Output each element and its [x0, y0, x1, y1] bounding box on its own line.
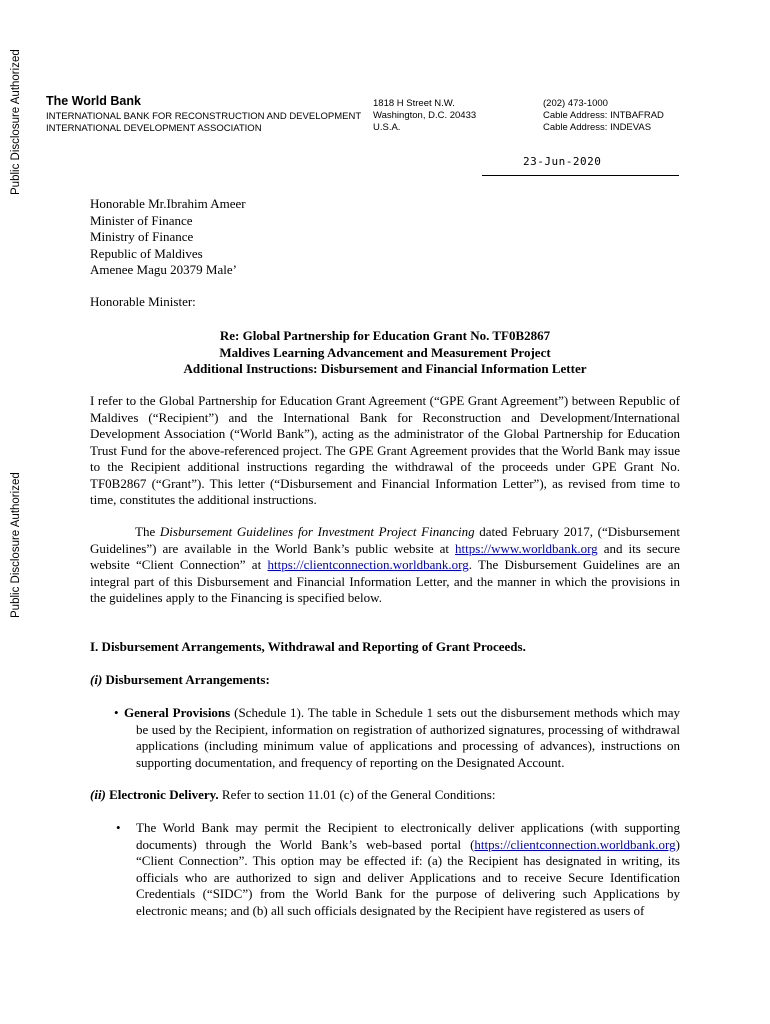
subsection-ii-number: (ii): [90, 787, 106, 802]
recipient-name: Honorable Mr.Ibrahim Ameer: [90, 196, 246, 211]
org-name: The World Bank: [46, 94, 141, 108]
letterhead-org: [46, 93, 361, 135]
letterhead-address: [373, 98, 476, 134]
cable-address-2: Cable Address: INDEVAS: [543, 122, 652, 133]
guidelines-text-2: dated February 2017, (“Disbursement Guidelines”) are available in the World Bank’s public website at: [90, 524, 680, 556]
intro-paragraph: I refer to the Global Partnership for Education Grant Agreement (“GPE Grant Agreement”) between Republic of Maldives (“Recipient”) and the International Bank for Reconstruction and Development/International Development Association (“World Bank”), acting as the administrator of the Global Partnership for Education Trust Fund for the above-referenced project. The GPE Grant Agreement provides that the World Bank may issue to the Recipient additional instructions regarding the withdrawal of the proceeds under GPE Grant No. TF0B2867 (“Grant”). This letter (“Disbursement and Financial Information Letter”), as revised from time to time, constitutes the additional instructions.: [90, 393, 680, 507]
recipient-address: [90, 196, 680, 279]
org-line-ibrd: INTERNATIONAL BANK FOR RECONSTRUCTION AND DEVELOPMENT: [46, 111, 362, 122]
electronic-delivery-text-2: ) “Client Connection”. This option may be effected if: (a) the Recipient has designated in writing, its officials who are authorized to sign and deliver Applications and to receive Secure Identification Credentials (“SIDC”) from the World Bank for the purpose of delivering such Applications by electronic means; and (b) all such officials designated by the Recipient have registered as users of: [136, 836, 680, 918]
recipient-title: Minister of Finance: [90, 212, 193, 228]
subsection-ii-title: Electronic Delivery.: [105, 787, 219, 802]
subsection-i-heading: [90, 672, 680, 689]
guidelines-text-1: The: [135, 524, 160, 539]
guidelines-paragraph: [90, 524, 680, 607]
subject-block: [90, 328, 680, 378]
guidelines-text-4: . The Disbursement Guidelines are an integral part of this Disbursement and Financial Information Letter, and the manner in which the provisions in the guidelines apply to the Financing is specified below.: [90, 557, 680, 605]
client-connection-link[interactable]: https://clientconnection.worldbank.org: [267, 557, 469, 572]
electronic-delivery-item: [116, 820, 680, 919]
subject-instructions: Additional Instructions: Disbursement and Financial Information Letter: [183, 361, 587, 376]
general-provisions-label: General Provisions: [124, 705, 231, 720]
address-city: Washington, D.C. 20433: [373, 110, 477, 121]
electronic-delivery-text-1: The World Bank may permit the Recipient to electronically deliver applications (with supporting documents) through the World Bank’s web-based portal (: [136, 820, 680, 852]
subject-grant: Re: Global Partnership for Education Grant No. TF0B2867: [219, 328, 551, 343]
letter-date: 23-Jun-2020: [523, 155, 602, 168]
org-line-ida: INTERNATIONAL DEVELOPMENT ASSOCIATION: [46, 123, 262, 134]
recipient-street: Amenee Magu 20379 Male’: [90, 262, 237, 277]
section-1-heading: I. Disbursement Arrangements, Withdrawal and Reporting of Grant Proceeds.: [90, 639, 526, 654]
general-provisions-item: [114, 705, 680, 771]
subsection-i-number: (i): [90, 672, 103, 687]
disclosure-label-middle: Public Disclosure Authorized: [10, 472, 22, 618]
bullet-mark: •: [114, 705, 119, 720]
address-country: U.S.A.: [373, 122, 401, 133]
cable-address-1: Cable Address: INTBAFRAD: [543, 110, 664, 121]
subsection-i-title: Disbursement Arrangements:: [102, 672, 270, 687]
general-provisions-text: (Schedule 1). The table in Schedule 1 sets out the disbursement methods which may be used by the Recipient, information on registration of authorized signatures, processing of withdrawal applications (including minimum value of applications and processing of advances), instructions on supporting documentation, and frequency of reporting on the Designated Account.: [136, 705, 680, 770]
date-underline: [482, 175, 679, 176]
subsection-ii-text: Refer to section 11.01 (c) of the General Conditions:: [218, 787, 496, 802]
guidelines-title: Disbursement Guidelines for Investment Project Financing: [159, 524, 475, 539]
bullet-mark: •: [116, 820, 121, 835]
guidelines-text-3: and its secure website “Client Connection” at: [90, 540, 680, 572]
address-street: 1818 H Street N.W.: [373, 98, 455, 109]
recipient-country: Republic of Maldives: [90, 245, 203, 261]
phone-number: (202) 473-1000: [543, 98, 608, 109]
worldbank-link[interactable]: https://www.worldbank.org: [455, 540, 598, 556]
recipient-ministry: Ministry of Finance: [90, 229, 194, 244]
salutation: Honorable Minister:: [90, 294, 196, 309]
client-connection-portal-link[interactable]: https://clientconnection.worldbank.org: [474, 836, 676, 852]
disclosure-label-top: Public Disclosure Authorized: [10, 49, 22, 195]
subsection-ii-heading: [90, 787, 680, 804]
subject-project: Maldives Learning Advancement and Measurement Project: [219, 344, 551, 360]
letterhead-contact: [543, 98, 664, 134]
